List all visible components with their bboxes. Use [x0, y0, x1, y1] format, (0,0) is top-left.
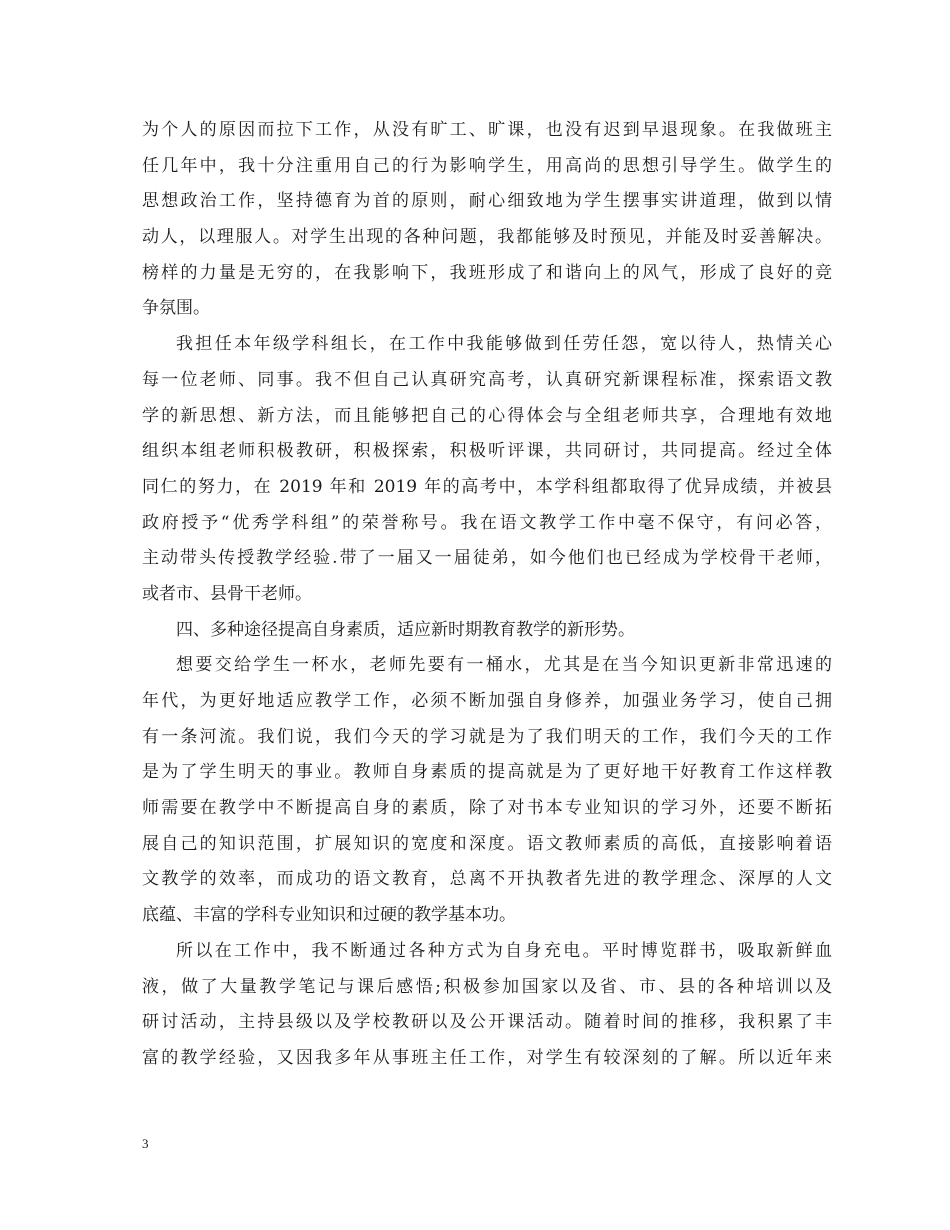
text-line: 政府授予“优秀学科组”的荣誉称号。我在语文教学工作中毫不保守，有问必答， [142, 512, 832, 533]
text-line: 有一条河流。我们说，我们今天的学习就是为了我们明天的工作，我们今天的工作 [142, 726, 832, 747]
paragraph [142, 934, 832, 1077]
page-number: 3 [142, 1136, 149, 1151]
text-line: 任几年中，我十分注重用自己的行为影响学生，用高尚的思想引导学生。做学生的 [142, 155, 832, 176]
text-line: 想要交给学生一杯水，老师先要有一桶水，尤其是在当今知识更新非常迅速的 [176, 655, 832, 676]
text-line: 同仁的努力，在 2019 年和 2019 年的高考中，本学科组都取得了优异成绩，并被县 [142, 476, 832, 497]
text-line: 组织本组老师积极教研，积极探索，积极听评课，共同研讨，共同提高。经过全体 [142, 441, 832, 462]
text-line: 师需要在教学中不断提高自身的素质，除了对书本专业知识的学习外，还要不断拓 [142, 798, 832, 819]
section-heading [142, 613, 832, 649]
text-line: 榜样的力量是无穷的，在我影响下，我班形成了和谐向上的风气，形成了良好的竞 [142, 262, 832, 283]
text-line: 我担任本年级学科组长，在工作中我能够做到任劳任怨，宽以待人，热情关心 [176, 334, 832, 355]
text-line: 为个人的原因而拉下工作，从没有旷工、旷课，也没有迟到早退现象。在我做班主 [142, 120, 832, 140]
paragraph [142, 327, 832, 613]
text-line: 所以在工作中，我不断通过各种方式为自身充电。平时博览群书，吸取新鲜血 [176, 940, 832, 961]
text-line: 四、多种途径提高自身素质，适应新时期教育教学的新形势。 [176, 619, 635, 640]
text-line: 液，做了大量教学笔记与课后感悟;积极参加国家以及省、市、县的各种培训以及 [142, 976, 832, 997]
text-line: 研讨活动，主持县级以及学校教研以及公开课活动。随着时间的推移，我积累了丰 [142, 1012, 832, 1033]
text-line: 底蕴、丰富的学科专业知识和过硬的教学基本功。 [142, 905, 516, 926]
text-line: 争氛围。 [142, 298, 210, 319]
text-line: 文教学的效率，而成功的语文教育，总离不开执教者先进的教学理念、深厚的人文 [142, 869, 832, 890]
paragraph [142, 648, 832, 934]
text-line: 年代，为更好地适应教学工作，必须不断加强自身修养，加强业务学习，使自己拥 [142, 691, 832, 711]
text-line: 每一位老师、同事。我不但自己认真研究高考，认真研究新课程标准，探索语文教 [142, 369, 832, 390]
text-line: 学的新思想、新方法，而且能够把自己的心得体会与全组老师共享，合理地有效地 [142, 405, 832, 426]
text-line: 是为了学生明天的事业。教师自身素质的提高就是为了更好地干好教育工作这样教 [142, 762, 832, 783]
text-line: 富的教学经验，又因我多年从事班主任工作，对学生有较深刻的了解。所以近年来 [142, 1047, 832, 1068]
text-line: 展自己的知识范围，扩展知识的宽度和深度。语文教师素质的高低，直接影响着语 [142, 833, 832, 854]
text-line: 思想政治工作，坚持德育为首的原则，耐心细致地为学生摆事实讲道理，做到以情 [142, 191, 832, 212]
document-body [142, 113, 832, 1077]
text-line: 动人，以理服人。对学生出现的各种问题，我都能够及时预见，并能及时妥善解决。 [142, 227, 832, 248]
text-line: 或者市、县骨干老师。 [142, 583, 312, 604]
paragraph [142, 113, 832, 327]
text-line: 主动带头传授教学经验.带了一届又一届徒弟，如今他们也已经成为学校骨干老师， [142, 548, 832, 569]
